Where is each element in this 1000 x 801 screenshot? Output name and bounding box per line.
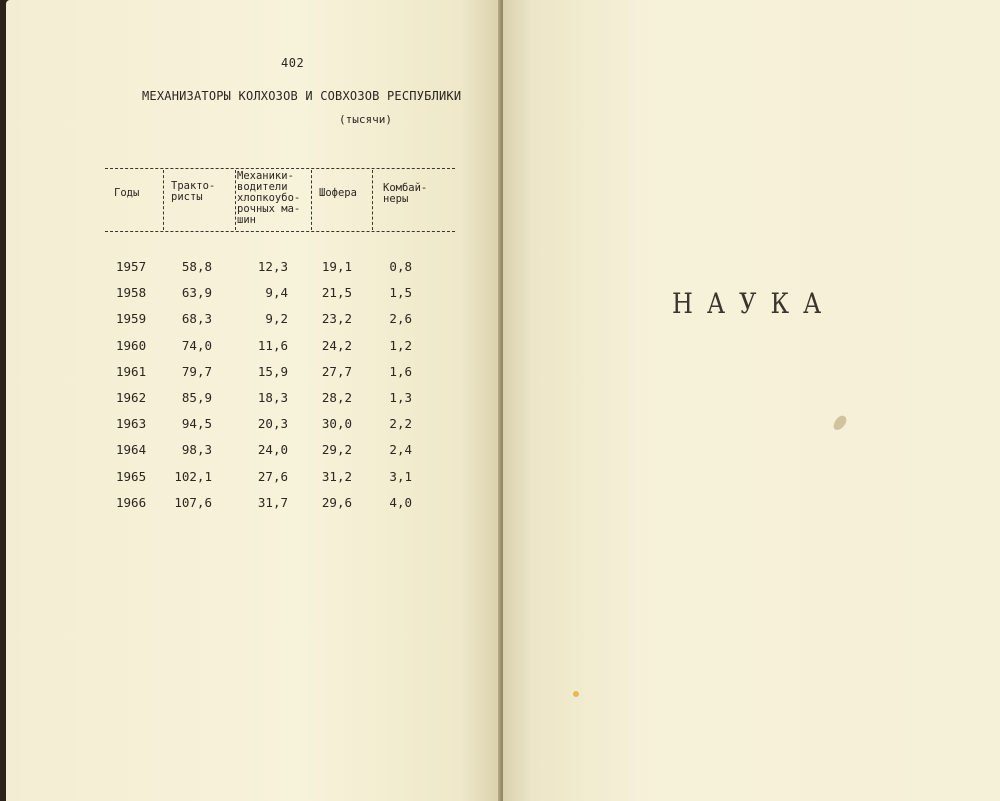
paper-spot: [573, 691, 579, 697]
cell-mechanic: 24,0: [257, 442, 288, 458]
cell-tractor: 79,7: [181, 363, 212, 379]
cell-year: 1957: [116, 259, 147, 274]
column-divider: [372, 170, 373, 230]
header-drivers: Шофера: [319, 187, 357, 199]
cell-mechanic: 9,4: [265, 285, 288, 301]
column-divider: [311, 170, 312, 230]
table-row: [6, 311, 500, 331]
cell-year: 1958: [116, 285, 147, 301]
cell-year: 1959: [116, 311, 147, 327]
table-row: [6, 259, 500, 279]
cell-tractor: 107,6: [174, 494, 212, 510]
table-title: МЕХАНИЗАТОРЫ КОЛХОЗОВ И СОВХОЗОВ РЕСПУБЛИКИ: [142, 89, 462, 103]
cell-combine: 2,4: [389, 442, 412, 458]
table-row: [6, 416, 500, 436]
cell-mechanic: 9,2: [265, 311, 288, 327]
cell-combine: 1,3: [389, 390, 412, 405]
cell-year: 1963: [116, 416, 147, 432]
table-row: [6, 285, 500, 305]
cell-combine: 2,6: [389, 311, 412, 327]
section-title: НАУКА: [672, 287, 836, 321]
cell-combine: 0,8: [389, 259, 412, 274]
cell-combine: 1,2: [389, 337, 412, 353]
cell-driver: 31,2: [321, 468, 352, 484]
cell-mechanic: 15,9: [257, 363, 288, 379]
cell-driver: 23,2: [321, 311, 352, 327]
page-number: 402: [281, 56, 305, 70]
cell-year: 1962: [116, 390, 147, 405]
cell-mechanic: 20,3: [257, 416, 288, 432]
cell-driver: 28,2: [321, 390, 352, 405]
cell-mechanic: 31,7: [257, 494, 288, 510]
cell-tractor: 98,3: [181, 442, 212, 458]
header-tractor-drivers: Тракто- ристы: [171, 180, 216, 203]
cell-tractor: 58,8: [181, 259, 212, 274]
cell-combine: 1,6: [389, 363, 412, 379]
cell-driver: 29,6: [321, 494, 352, 510]
cell-year: 1966: [116, 494, 147, 510]
cell-tractor: 68,3: [181, 311, 212, 327]
right-page: [503, 0, 1000, 801]
table-unit: (тысячи): [339, 113, 392, 126]
table-row: [6, 469, 500, 489]
cell-combine: 1,5: [389, 285, 412, 301]
cell-driver: 19,1: [321, 259, 352, 274]
table-row: [6, 495, 500, 515]
table-row: [6, 338, 500, 358]
table-rule-top: [105, 168, 455, 169]
cell-driver: 29,2: [321, 442, 352, 458]
cell-combine: 4,0: [389, 494, 412, 510]
cell-mechanic: 27,6: [257, 468, 288, 484]
header-years: Годы: [114, 187, 140, 199]
cell-tractor: 74,0: [181, 337, 212, 353]
cell-tractor: 63,9: [181, 285, 212, 301]
column-divider: [235, 170, 236, 230]
cell-mechanic: 18,3: [257, 390, 288, 405]
table-rule-bottom: [105, 231, 455, 232]
cell-year: 1965: [116, 468, 147, 484]
cell-driver: 27,7: [321, 363, 352, 379]
header-combine-operators: Комбай- неры: [383, 182, 428, 205]
table-row: [6, 390, 500, 410]
column-divider: [163, 170, 164, 230]
cell-driver: 24,2: [321, 337, 352, 353]
table-row: [6, 442, 500, 462]
cell-tractor: 85,9: [181, 390, 212, 405]
cell-mechanic: 12,3: [257, 259, 288, 274]
cell-combine: 2,2: [389, 416, 412, 432]
cell-year: 1961: [116, 363, 147, 379]
cell-mechanic: 11,6: [257, 337, 288, 353]
left-page: [6, 0, 500, 801]
cell-driver: 30,0: [321, 416, 352, 432]
cell-year: 1960: [116, 337, 147, 353]
cell-tractor: 94,5: [181, 416, 212, 432]
table-row: [6, 364, 500, 384]
cell-combine: 3,1: [389, 468, 412, 484]
cell-tractor: 102,1: [174, 468, 212, 484]
cell-year: 1964: [116, 442, 147, 458]
header-cotton-harvester-mechanics: Механики- водители хлопкоубо- рочных ма- шин: [237, 170, 301, 226]
cell-driver: 21,5: [321, 285, 352, 301]
